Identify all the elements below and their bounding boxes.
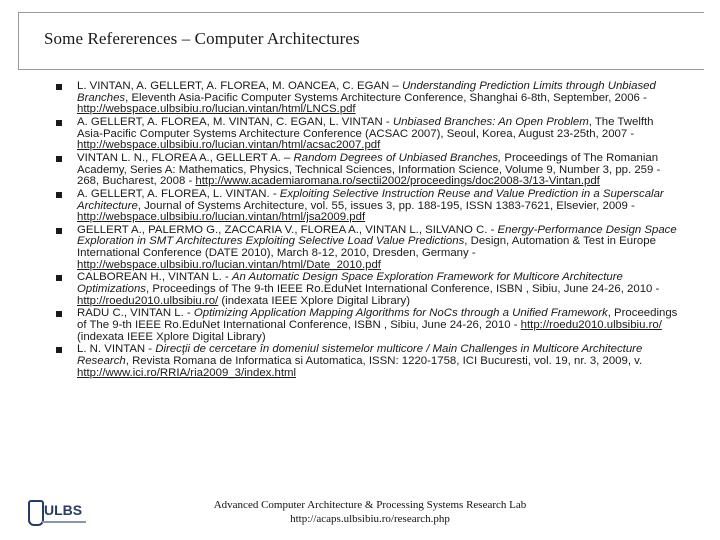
square-bullet-icon: [56, 228, 62, 234]
reference-title: Unbiased Branches: An Open Problem: [392, 115, 589, 128]
square-bullet-icon: [56, 156, 62, 162]
reference-item: [50, 189, 680, 224]
title-frame-top-line: [18, 12, 704, 13]
square-bullet-icon: [56, 311, 62, 317]
reference-item: [50, 272, 680, 307]
reference-note: (indexata IEEE Xplore Digital Library): [77, 330, 266, 343]
reference-item: [50, 81, 680, 116]
reference-details: , The Twelfth Asia-Pacific Computer Systems Architecture Conference (ACSAC 2007), Seoul, Korea, August 23-25th, 2007 -: [77, 115, 654, 140]
reference-title: Direcţii de cercetare în domeniul sistemelor multicore / Main Challenges in Multicore Architecture Research: [77, 343, 643, 367]
reference-authors: GELLERT A., PALERMO G., ZACCARIA V., FLOREA A., VINTAN L., SILVANO C. -: [77, 223, 498, 236]
reference-item: [50, 308, 680, 343]
square-bullet-icon: [56, 120, 62, 126]
square-bullet-icon: [56, 347, 62, 353]
reference-item: [50, 117, 680, 152]
reference-title: Optimizing Application Mapping Algorithms for NoCs through a Unified Framework: [193, 307, 608, 320]
square-bullet-icon: [56, 192, 62, 198]
reference-authors: A. GELLERT, A. FLOREA, M. VINTAN, C. EGAN, L. VINTAN -: [77, 115, 393, 128]
reference-link[interactable]: http://webspace.ulbsibiu.ro/lucian.vintan/html/acsac2007.pdf: [77, 139, 381, 152]
footer-url: http://acaps.ulbsibiu.ro/research.php: [290, 513, 450, 525]
title-frame-left-line: [18, 12, 19, 69]
reference-link[interactable]: http://webspace.ulbsibiu.ro/lucian.vintan/html/LNCS.pdf: [77, 103, 356, 116]
reference-details: , Journal of Systems Architecture, vol. 55, issues 3, pp. 188-195, ISSN 1383-7621, Elsevier, 2009 -: [137, 199, 635, 212]
reference-title: Energy-Performance Design Space Exploration in SMT Architectures Exploiting Selective Load Value Predictions: [77, 223, 677, 248]
footer-lab-name: Advanced Computer Architecture & Processing Systems Research Lab: [213, 499, 527, 511]
reference-authors: A. GELLERT, A. FLOREA, L. VINTAN. -: [77, 187, 280, 200]
reference-details: , Eleventh Asia-Pacific Computer Systems Architecture Conference, Shanghai 6-8th, September, 2006 -: [125, 91, 647, 104]
reference-details: , Revista Romana de Informatica si Automatica, ISSN: 1220-1758, ICI Bucuresti, vol. 19, nr. 3, 2009, v.: [125, 354, 643, 367]
reference-authors: RADU C., VINTAN L. -: [77, 307, 194, 320]
reference-link[interactable]: http://roedu2010.ulbsibiu.ro/: [520, 319, 662, 331]
reference-title: Understanding Prediction Limits through Unbiased Branches: [77, 80, 656, 104]
reference-title: Exploiting Selective Instruction Reuse and Value Prediction in a Superscalar Architecture: [77, 187, 664, 212]
reference-details: , Proceedings of The 9-th IEEE Ro.EduNet International Conference, ISBN , Sibiu, June 24-26, 2010 -: [77, 307, 678, 331]
square-bullet-icon: [56, 84, 62, 90]
reference-title: An Automatic Design Space Exploration Framework for Multicore Architecture Optimizations: [77, 271, 623, 296]
reference-details: , Design, Automation & Test in Europe International Conference (DATE 2010), March 8-12, 2010, Dresden, Germany -: [77, 235, 656, 260]
reference-note: (indexata IEEE Xplore Digital Library): [218, 294, 411, 307]
title-frame-bottom-line: [18, 69, 704, 70]
reference-link[interactable]: http://webspace.ulbsibiu.ro/lucian.vintan/html/Date_2010.pdf: [77, 258, 381, 271]
reference-link[interactable]: http://roedu2010.ulbsibiu.ro/: [77, 294, 219, 307]
reference-authors: L. VINTAN, A. GELLERT, A. FLOREA, M. OANCEA, C. EGAN –: [77, 80, 402, 92]
reference-list: [50, 81, 680, 380]
reference-authors: VINTAN L. N., FLOREA A., GELLERT A. –: [77, 151, 294, 164]
logo-text: ULBS: [44, 502, 83, 518]
reference-details: , Proceedings of The 9-th IEEE Ro.EduNet International Conference, ISBN , Sibiu, June 24-26, 2010 -: [146, 283, 660, 296]
reference-item: [50, 344, 680, 379]
reference-link[interactable]: http://www.academiaromana.ro/sectii2002/proceedings/doc2008-3/13-Vintan.pdf: [195, 175, 600, 188]
reference-authors: L. N. VINTAN -: [77, 343, 156, 356]
reference-item: [50, 225, 680, 271]
reference-link[interactable]: http://webspace.ulbsibiu.ro/lucian.vintan/html/jsa2009.pdf: [77, 211, 366, 224]
square-bullet-icon: [56, 275, 62, 281]
reference-title: Random Degrees of Unbiased Branches,: [293, 151, 502, 164]
reference-authors: CALBOREAN H., VINTAN L. -: [77, 271, 232, 284]
reference-details: Proceedings of The Romanian Academy, Series A: Mathematics, Physics, Technical Sciences, Information Science, Volume 9, Number 3, pp. 259 - 268, Bucharest, 2008 -: [77, 151, 661, 188]
reference-link[interactable]: http://www.ici.ro/RRIA/ria2009_3/index.html: [77, 366, 297, 379]
reference-item: [50, 153, 680, 188]
slide-title: Some Refererences – Computer Architectures: [44, 29, 360, 48]
